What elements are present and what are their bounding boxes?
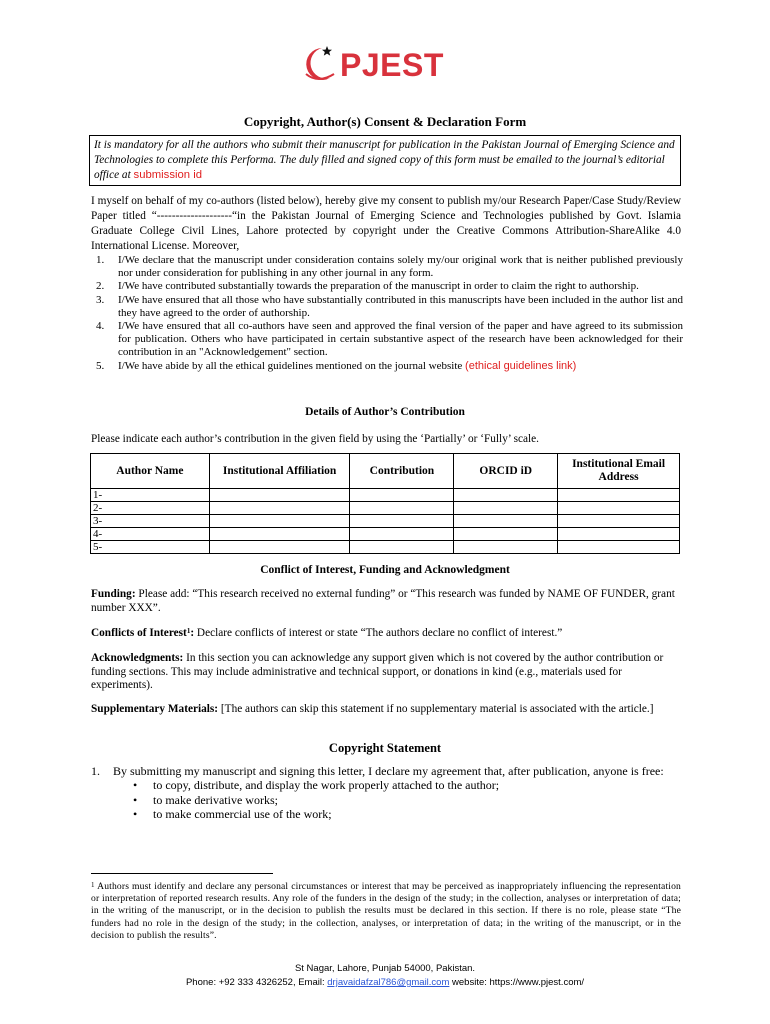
footnote-text: Authors must identify and declare any personal circumstances or interest that may be perceived as inappropriately influencing the representation or interpretation of reported research results. Any role of the funders in the design of the study; in the collection, analyses or interpretation of data; in the writing of the manuscript, or in the decision to publish the results must be declared in this section. If there is no role, please state “The funders had no role in the design of the study; in the collection, analyses, or interpretation of data; in the writing of the manuscript, or in the decision to publish the results”. — [91, 881, 681, 941]
table-header-row — [91, 454, 680, 489]
footer-address: St Nagar, Lahore, Punjab 54000, Pakistan. — [294, 963, 476, 974]
footer-website[interactable]: website: https://www.pjest.com/ — [452, 977, 585, 988]
list-item: • to make commercial use of the work; — [133, 807, 332, 822]
contribution-heading: Details of Author’s Contribution — [305, 406, 465, 418]
list-item: • to make derivative works; — [133, 792, 278, 807]
declaration-item: 1. I/We declare that the manuscript under consideration contains solely my/our original work that is neither published previously nor under consideration for publishing in any other journal in any form. — [96, 254, 683, 280]
conflicts-label: Conflicts of Interest$^1$: — [91, 627, 195, 639]
list-item: • to copy, distribute, and display the work properly attached to the author; — [133, 778, 500, 792]
funding-text: Please add: “This research received no external funding” or “This research was funded by NAME OF FUNDER, grant number XXX”. — [91, 588, 675, 614]
table-cell[interactable] — [350, 541, 454, 554]
table-cell[interactable] — [454, 541, 558, 554]
footnote-number: 1 — [91, 881, 95, 889]
copyright-heading: Copyright Statement — [328, 741, 442, 755]
logo-text: PJEST — [340, 47, 444, 83]
declaration-list — [91, 254, 683, 373]
table-cell[interactable] — [209, 489, 350, 502]
footnote-marker: 1 — [186, 627, 191, 635]
table-cell[interactable] — [350, 502, 454, 515]
row-number: 2- — [91, 502, 210, 515]
acknowledgments-label: Acknowledgments: — [91, 652, 184, 664]
author-contribution-table — [90, 453, 680, 554]
table-cell[interactable] — [209, 502, 350, 515]
column-header: Author Name — [91, 454, 210, 489]
form-title: Copyright, Author(s) Consent & Declaration Form — [243, 114, 527, 129]
footer-phone: Phone: +92 333 4326252, Email: — [185, 977, 325, 988]
supplementary-text: [The authors can skip this statement if no supplementary material is associated with the article.] — [220, 703, 654, 715]
table-cell[interactable] — [454, 515, 558, 528]
footer-contact — [0, 977, 770, 988]
acknowledgments-text: In this section you can acknowledge any support given which is not covered by the author contribution or funding sections. This may include administrative and technical support, or donations in kind (e.g., materials used for experiments). — [91, 652, 664, 691]
copyright-text: By submitting my manuscript and signing this letter, I declare my agreement that, after publication, anyone is free: — [113, 764, 664, 778]
table-cell[interactable] — [350, 528, 454, 541]
table-row — [91, 489, 680, 502]
column-header: ORCID iD — [454, 454, 558, 489]
ethical-guidelines-link[interactable]: (ethical guidelines link) — [465, 359, 577, 372]
row-number: 5- — [91, 541, 210, 554]
contribution-instruction: Please indicate each author’s contribution in the given field by using the ‘Partially’ or ‘Fully’ scale. — [91, 433, 539, 445]
table-row — [91, 502, 680, 515]
notice-text: It is mandatory for all the authors who submit their manuscript for publication in the Pakistan Journal of Emerging Science and Technologies to complete this Performa. The duly filled and signed copy of this form must be emailed to the journal’s editorial office at — [94, 139, 675, 181]
rights-list — [91, 778, 683, 822]
declaration-item: 2. I/We have contributed substantially towards the preparation of the manuscript in order to claim the right to authorship. — [96, 280, 639, 293]
table-cell[interactable] — [209, 541, 350, 554]
table-cell[interactable] — [558, 502, 680, 515]
table-row — [91, 528, 680, 541]
conflicts-section — [91, 627, 681, 641]
conflicts-text: Declare conflicts of interest or state “The authors declare no conflict of interest.” — [196, 627, 563, 639]
table-cell[interactable] — [558, 541, 680, 554]
funding-label: Funding: — [91, 588, 136, 600]
copyright-item: 1. By submitting my manuscript and signing this letter, I declare my agreement that, after publication, anyone is free: • to copy, distribute, and display the work properly attached to the author; • to make derivative works; • to make commercial use of the work; — [91, 764, 683, 822]
supplementary-section — [91, 703, 681, 717]
row-number: 3- — [91, 515, 210, 528]
journal-logo — [300, 44, 470, 88]
table-cell[interactable] — [558, 515, 680, 528]
supplementary-label: Supplementary Materials: — [91, 703, 219, 715]
column-header: Institutional Email Address — [558, 454, 680, 489]
table-cell[interactable] — [454, 528, 558, 541]
declaration-item: 4. I/We have ensured that all co-authors have seen and approved the final version of the paper and have agreed to its submission for publication. Others who have participated in certain substantive aspect of the research have been acknowledged for their contribution in an "Acknowledgement" section. — [96, 320, 683, 359]
table-cell[interactable] — [454, 502, 558, 515]
declaration-item: 5. I/We have abide by all the ethical guidelines mentioned on the journal website (ethical guidelines link) — [96, 359, 577, 372]
table-row — [91, 541, 680, 554]
conflict-heading: Conflict of Interest, Funding and Acknowledgment — [260, 564, 510, 576]
footer-email-link[interactable]: drjavaidafzal786@gmail.com — [327, 977, 450, 988]
table-cell[interactable] — [350, 489, 454, 502]
acknowledgments-section — [91, 652, 681, 693]
footnote-divider — [91, 873, 273, 874]
table-row — [91, 515, 680, 528]
table-cell[interactable] — [454, 489, 558, 502]
column-header: Institutional Affiliation — [209, 454, 350, 489]
consent-paragraph: I myself on behalf of my co-authors (listed below), hereby give my consent to publish my/our Research Paper/Case Study/Review Paper titled “--------------------“in the Pakistan Journal of Emerging Science and Technologies published by Govt. Islamia Graduate College Civil Lines, Lahore protected by copyright under the Creative Commons Attribution-ShareAlike 4.0 International License. Moreover, — [91, 195, 681, 252]
table-cell[interactable] — [558, 528, 680, 541]
submission-id-link[interactable]: submission id — [133, 169, 202, 181]
funding-section — [91, 588, 681, 615]
table-cell[interactable] — [558, 489, 680, 502]
footnote — [91, 881, 681, 942]
mandatory-notice-box — [89, 135, 681, 186]
table-cell[interactable] — [209, 528, 350, 541]
declaration-item: 3. I/We have ensured that all those who have substantially contributed in this manuscripts have been included in the author list and they have agreed to the order of authorship. — [96, 293, 683, 319]
row-number: 4- — [91, 528, 210, 541]
table-cell[interactable] — [350, 515, 454, 528]
column-header: Contribution — [350, 454, 454, 489]
table-cell[interactable] — [209, 515, 350, 528]
row-number: 1- — [91, 489, 210, 502]
